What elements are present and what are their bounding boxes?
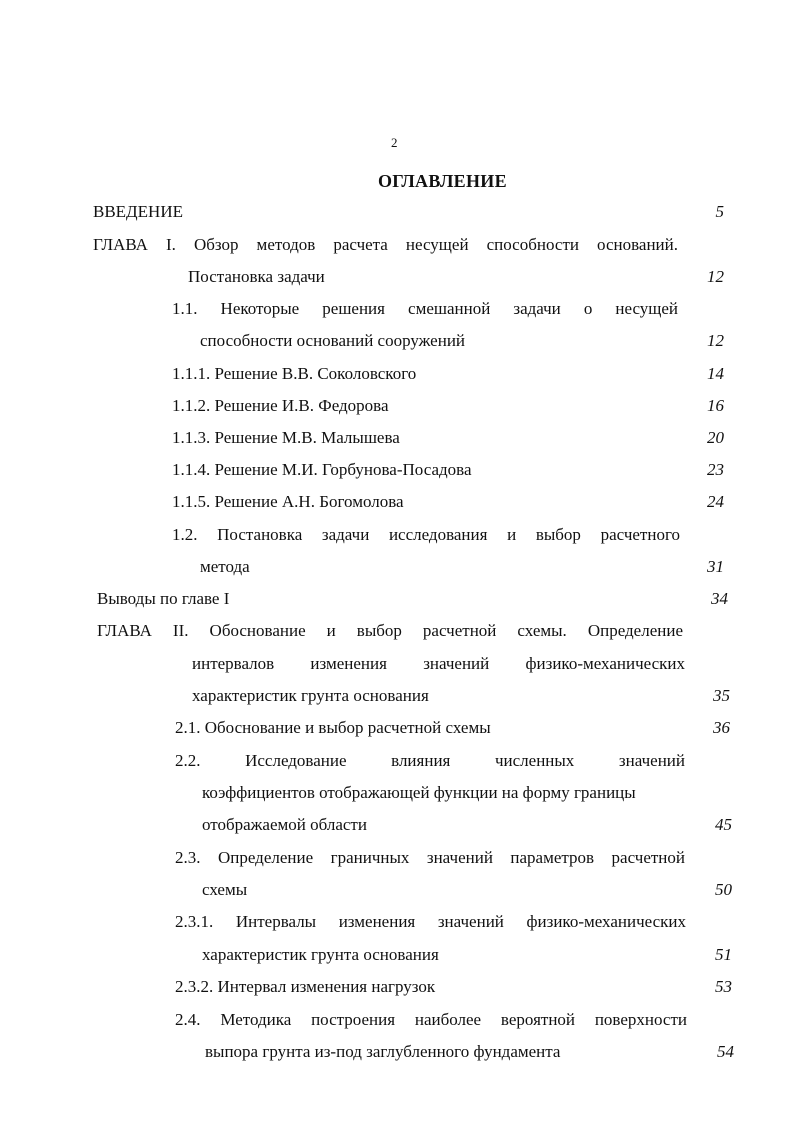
toc-page-2-4: 54 xyxy=(717,1042,734,1061)
toc-page-ch1: 12 xyxy=(707,267,724,286)
toc-entry-1-2-line1: 1.2. Постановка задачи исследования и выбор расчетного xyxy=(172,525,680,544)
toc-page-1-1-2: 16 xyxy=(707,396,724,415)
toc-page-1-2: 31 xyxy=(707,557,724,576)
toc-entry-1-1-5: 1.1.5. Решение А.Н. Богомолова xyxy=(172,492,404,511)
toc-page-2-3-1: 51 xyxy=(715,945,732,964)
toc-entry-ch2-line3: характеристик грунта основания xyxy=(192,686,429,705)
toc-entry-2-3-1-line1: 2.3.1. Интервалы изменения значений физико-механических xyxy=(175,912,686,931)
toc-page-1-1: 12 xyxy=(707,331,724,350)
toc-entry-2-2-line2: коэффициентов отображающей функции на форму границы xyxy=(202,783,636,802)
toc-page-2-3: 50 xyxy=(715,880,732,899)
toc-entry-ch1-line2: Постановка задачи xyxy=(188,267,325,286)
toc-entry-conclusions-1: Выводы по главе I xyxy=(97,589,230,608)
toc-entry-1-1-2: 1.1.2. Решение И.В. Федорова xyxy=(172,396,389,415)
page-number: 2 xyxy=(391,135,398,150)
toc-entry-2-2-line3: отображаемой области xyxy=(202,815,367,834)
toc-page-intro: 5 xyxy=(715,202,724,221)
toc-entry-1-1-4: 1.1.4. Решение М.И. Горбунова-Посадова xyxy=(172,460,472,479)
toc-entry-2-3-2: 2.3.2. Интервал изменения нагрузок xyxy=(175,977,436,996)
toc-page-2-2: 45 xyxy=(715,815,732,834)
toc-page-1-1-3: 20 xyxy=(707,428,724,447)
toc-entry-ch2-line2: интервалов изменения значений физико-механических xyxy=(192,654,685,673)
toc-entry-2-3-1-line2: характеристик грунта основания xyxy=(202,945,439,964)
toc-page-conclusions-1: 34 xyxy=(711,589,728,608)
toc-entry-1-1-line2: способности оснований сооружений xyxy=(200,331,466,350)
toc-entry-1-2-line2: метода xyxy=(200,557,250,576)
toc-entry-intro: ВВЕДЕНИЕ xyxy=(93,202,183,221)
toc-page-2-3-2: 53 xyxy=(715,977,732,996)
toc-title: ОГЛАВЛЕНИЕ xyxy=(378,171,507,191)
toc-page-1-1-1: 14 xyxy=(707,364,724,383)
toc-entry-2-3-line1: 2.3. Определение граничных значений параметров расчетной xyxy=(175,848,685,867)
toc-entry-ch2-line1: ГЛАВА II. Обоснование и выбор расчетной схемы. Определение xyxy=(97,621,683,640)
toc-page-1-1-5: 24 xyxy=(707,492,724,511)
toc-entry-ch1-line1: ГЛАВА I. Обзор методов расчета несущей способности оснований. xyxy=(93,235,678,254)
toc-entry-2-2-line1: 2.2. Исследование влияния численных значений xyxy=(175,751,685,770)
toc-entry-1-1-line1: 1.1. Некоторые решения смешанной задачи о несущей xyxy=(172,299,678,318)
toc-page-ch2: 35 xyxy=(713,686,730,705)
toc-entry-2-4-line1: 2.4. Методика построения наиболее вероятной поверхности xyxy=(175,1010,687,1029)
toc-entry-2-3-line2: схемы xyxy=(202,880,248,899)
toc-entry-1-1-1: 1.1.1. Решение В.В. Соколовского xyxy=(172,364,417,383)
toc-page-2-1: 36 xyxy=(713,718,730,737)
toc-page-1-1-4: 23 xyxy=(707,460,724,479)
toc-entry-2-1: 2.1. Обоснование и выбор расчетной схемы xyxy=(175,718,491,737)
toc-entry-2-4-line2: выпора грунта из-под заглубленного фундамента xyxy=(205,1042,561,1061)
toc-entry-1-1-3: 1.1.3. Решение М.В. Малышева xyxy=(172,428,400,447)
